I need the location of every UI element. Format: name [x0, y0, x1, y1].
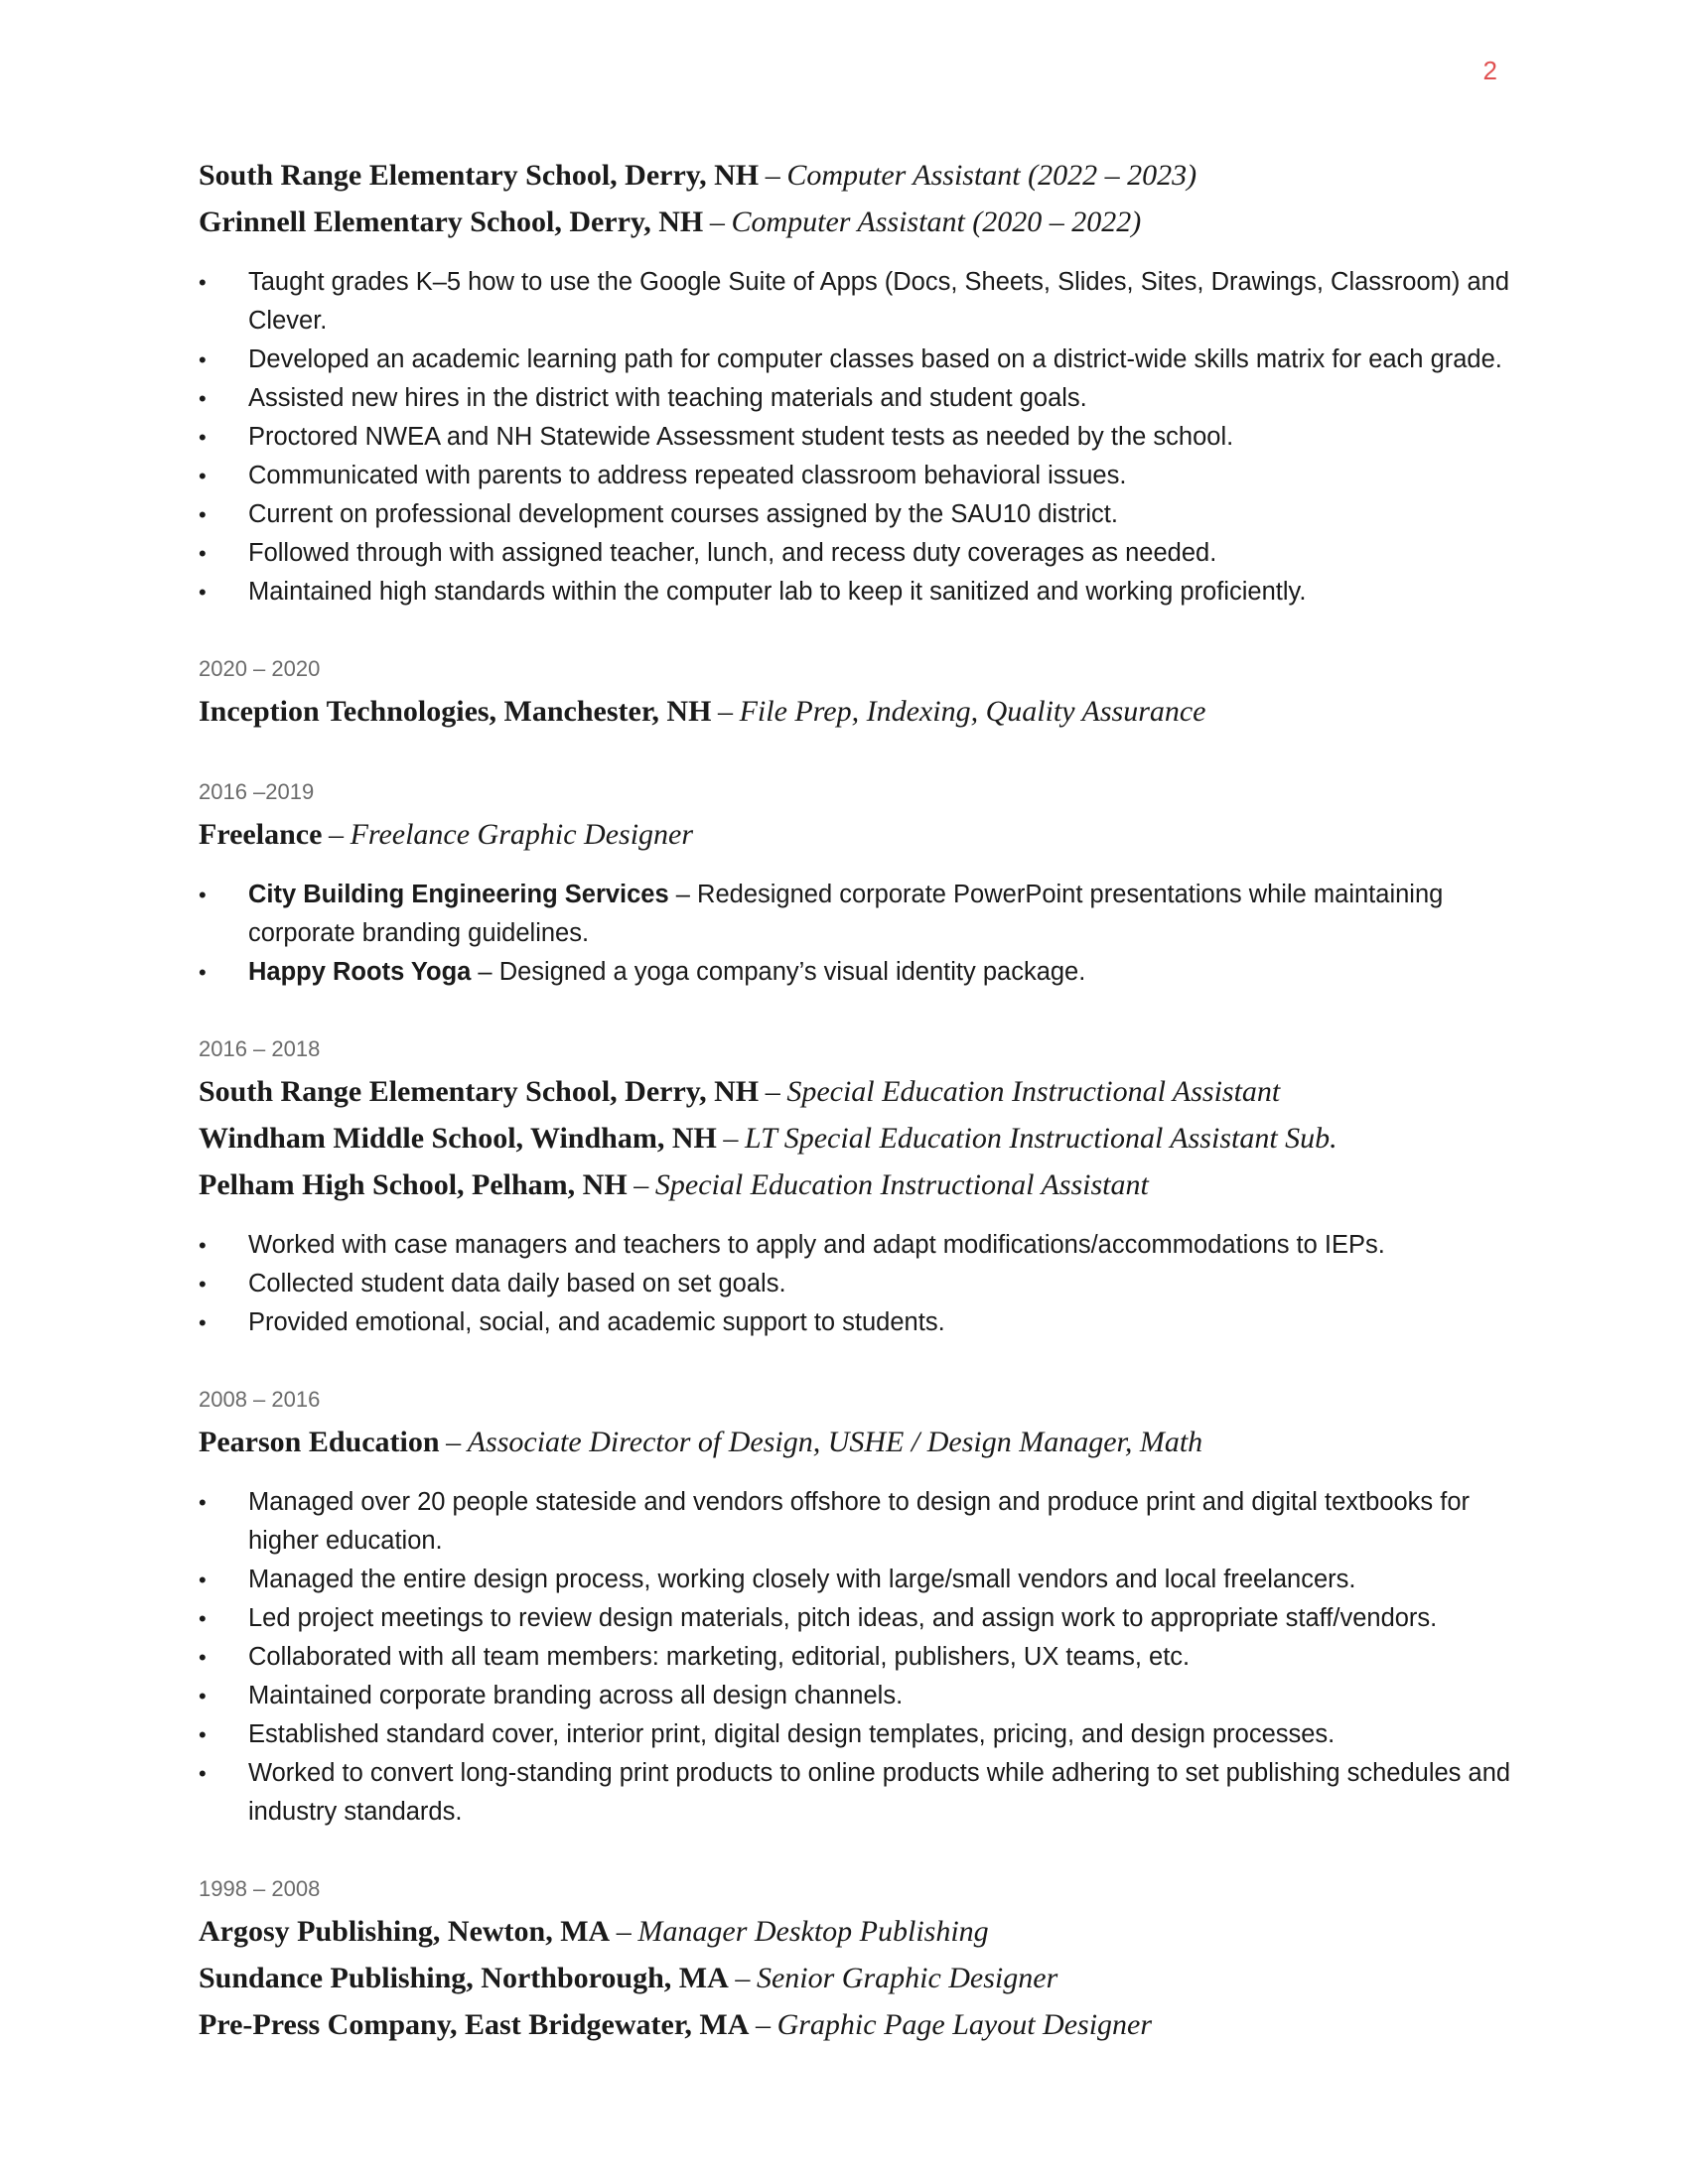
list-item — [199, 457, 1529, 495]
position-heading — [199, 2001, 1529, 2048]
experience-entry — [199, 152, 1529, 612]
separator-dash: – — [735, 1962, 751, 1994]
bullet-text: Managed over 20 people stateside and vendors offshore to design and produce print and digital textbooks for higher education. — [248, 1488, 1471, 1555]
experience-entry — [199, 779, 1529, 992]
employer-name: Grinnell Elementary School, Derry, NH — [199, 205, 704, 238]
bullet-text: – Redesigned corporate PowerPoint presentations while maintaining corporate branding guidelines. — [248, 881, 1444, 947]
experience-entry — [199, 656, 1529, 735]
separator-dash: – — [446, 1426, 462, 1458]
bullet-icon: • — [199, 1272, 207, 1297]
position-heading — [199, 1419, 1529, 1465]
bullet-icon: • — [199, 580, 207, 605]
list-item — [199, 1226, 1529, 1265]
bullet-text: Proctored NWEA and NH Statewide Assessment student tests as needed by the school. — [248, 423, 1234, 451]
bullet-text: Current on professional development courses assigned by the SAU10 district. — [248, 500, 1118, 528]
list-item — [199, 1561, 1529, 1599]
employer-name: Pearson Education — [199, 1426, 440, 1458]
job-title: Computer Assistant (2022 – 2023) — [786, 159, 1197, 192]
list-item — [199, 534, 1529, 573]
experience-entry — [199, 1036, 1529, 1342]
position-heading — [199, 688, 1529, 735]
position-heading — [199, 1115, 1529, 1161]
bullet-text: Worked to convert long-standing print products to online products while adhering to set publishing schedules and industry standards. — [248, 1759, 1511, 1826]
bullet-icon: • — [199, 541, 207, 566]
job-title: Associate Director of Design, USHE / Design Manager, Math — [467, 1426, 1203, 1458]
job-title: Special Education Instructional Assistant — [786, 1075, 1281, 1108]
list-item — [199, 573, 1529, 612]
bullet-icon: • — [199, 347, 207, 372]
separator-dash: – — [328, 818, 344, 851]
experience-entry — [199, 1876, 1529, 2048]
separator-dash: – — [616, 1915, 632, 1948]
bullet-icon: • — [199, 1684, 207, 1708]
position-heading — [199, 1161, 1529, 1208]
entry-years: 1998 – 2008 — [199, 1876, 321, 1901]
bullet-icon: • — [199, 1645, 207, 1670]
responsibility-list — [199, 263, 1529, 612]
responsibility-list — [199, 1226, 1529, 1342]
bullet-text: Managed the entire design process, working closely with large/small vendors and local freelancers. — [248, 1566, 1356, 1593]
bullet-text: Followed through with assigned teacher, lunch, and recess duty coverages as needed. — [248, 539, 1217, 567]
entry-years: 2016 –2019 — [199, 779, 315, 804]
bullet-icon: • — [199, 883, 207, 907]
list-item — [199, 1483, 1529, 1561]
job-title: Freelance Graphic Designer — [350, 818, 694, 851]
employer-name: South Range Elementary School, Derry, NH — [199, 159, 760, 192]
list-item — [199, 263, 1529, 341]
list-item — [199, 1265, 1529, 1303]
separator-dash: – — [755, 2008, 771, 2041]
employer-name: Freelance — [199, 818, 323, 851]
position-heading — [199, 811, 1529, 858]
bullet-text: Communicated with parents to address repeated classroom behavioral issues. — [248, 462, 1127, 489]
bullet-text: Taught grades K–5 how to use the Google Suite of Apps (Docs, Sheets, Slides, Sites, Drawings, Classroom) and Clever. — [248, 268, 1510, 335]
bullet-icon: • — [199, 1722, 207, 1747]
responsibility-list — [199, 1483, 1529, 1832]
page-number: 2 — [1482, 56, 1497, 85]
list-item — [199, 876, 1529, 953]
separator-dash: – — [723, 1122, 739, 1155]
position-heading — [199, 1955, 1529, 2001]
job-title: Special Education Instructional Assistant — [654, 1168, 1149, 1201]
separator-dash: – — [718, 695, 734, 728]
job-title: LT Special Education Instructional Assistant Sub. — [745, 1122, 1337, 1155]
list-item — [199, 1715, 1529, 1754]
separator-dash: – — [765, 159, 780, 192]
entry-years: 2008 – 2016 — [199, 1387, 321, 1412]
job-title: Senior Graphic Designer — [756, 1962, 1058, 1994]
bullet-icon: • — [199, 1310, 207, 1335]
position-heading — [199, 152, 1529, 199]
bullet-text: Developed an academic learning path for computer classes based on a district-wide skills matrix for each grade. — [248, 345, 1502, 373]
job-title: Graphic Page Layout Designer — [776, 2008, 1153, 2041]
list-item — [199, 1677, 1529, 1715]
experience-entry — [199, 1387, 1529, 1832]
list-item — [199, 495, 1529, 534]
list-item — [199, 1599, 1529, 1638]
bullet-icon: • — [199, 960, 207, 985]
list-item — [199, 1754, 1529, 1832]
entry-years: 2020 – 2020 — [199, 656, 321, 681]
bullet-icon: • — [199, 270, 207, 295]
bullet-icon: • — [199, 1606, 207, 1631]
responsibility-list — [199, 876, 1529, 992]
job-title: Computer Assistant (2020 – 2022) — [731, 205, 1142, 238]
bullet-icon: • — [199, 1490, 207, 1515]
list-item — [199, 418, 1529, 457]
bullet-text: Maintained corporate branding across all design channels. — [248, 1682, 904, 1709]
bullet-text: Worked with case managers and teachers to apply and adapt modifications/accommodations to IEPs. — [248, 1231, 1385, 1259]
bullet-icon: • — [199, 502, 207, 527]
employer-name: Inception Technologies, Manchester, NH — [199, 695, 712, 728]
separator-dash: – — [633, 1168, 649, 1201]
job-title: Manager Desktop Publishing — [637, 1915, 989, 1948]
bullet-text: Collected student data daily based on set goals. — [248, 1270, 786, 1297]
position-heading — [199, 1908, 1529, 1955]
employer-name: Sundance Publishing, Northborough, MA — [199, 1962, 729, 1994]
bullet-text: Assisted new hires in the district with teaching materials and student goals. — [248, 384, 1087, 412]
list-item — [199, 1638, 1529, 1677]
position-heading — [199, 199, 1529, 245]
bullet-icon: • — [199, 464, 207, 488]
bullet-icon: • — [199, 1761, 207, 1786]
list-item — [199, 953, 1529, 992]
bullet-text: Collaborated with all team members: marketing, editorial, publishers, UX teams, etc. — [248, 1643, 1191, 1671]
employer-name: South Range Elementary School, Derry, NH — [199, 1075, 760, 1108]
client-name: Happy Roots Yoga — [248, 958, 472, 986]
job-title: File Prep, Indexing, Quality Assurance — [739, 695, 1206, 728]
experience-section — [199, 152, 1529, 2048]
bullet-icon: • — [199, 1233, 207, 1258]
position-heading — [199, 1068, 1529, 1115]
bullet-icon: • — [199, 1568, 207, 1592]
employer-name: Windham Middle School, Windham, NH — [199, 1122, 717, 1155]
entry-years: 2016 – 2018 — [199, 1036, 321, 1061]
bullet-text: Provided emotional, social, and academic support to students. — [248, 1308, 945, 1336]
employer-name: Pelham High School, Pelham, NH — [199, 1168, 628, 1201]
bullet-text: – Designed a yoga company’s visual identity package. — [471, 958, 1086, 986]
separator-dash: – — [765, 1075, 780, 1108]
bullet-text: Maintained high standards within the computer lab to keep it sanitized and working proficiently. — [248, 578, 1307, 606]
list-item — [199, 1303, 1529, 1342]
bullet-text: Led project meetings to review design materials, pitch ideas, and assign work to appropriate staff/vendors. — [248, 1604, 1438, 1632]
list-item — [199, 379, 1529, 418]
list-item — [199, 341, 1529, 379]
bullet-icon: • — [199, 425, 207, 450]
employer-name: Pre-Press Company, East Bridgewater, MA — [199, 2008, 750, 2041]
bullet-icon: • — [199, 386, 207, 411]
separator-dash: – — [709, 205, 725, 238]
employer-name: Argosy Publishing, Newton, MA — [199, 1915, 611, 1948]
client-name: City Building Engineering Services — [248, 881, 669, 908]
bullet-text: Established standard cover, interior print, digital design templates, pricing, and design processes. — [248, 1720, 1336, 1748]
